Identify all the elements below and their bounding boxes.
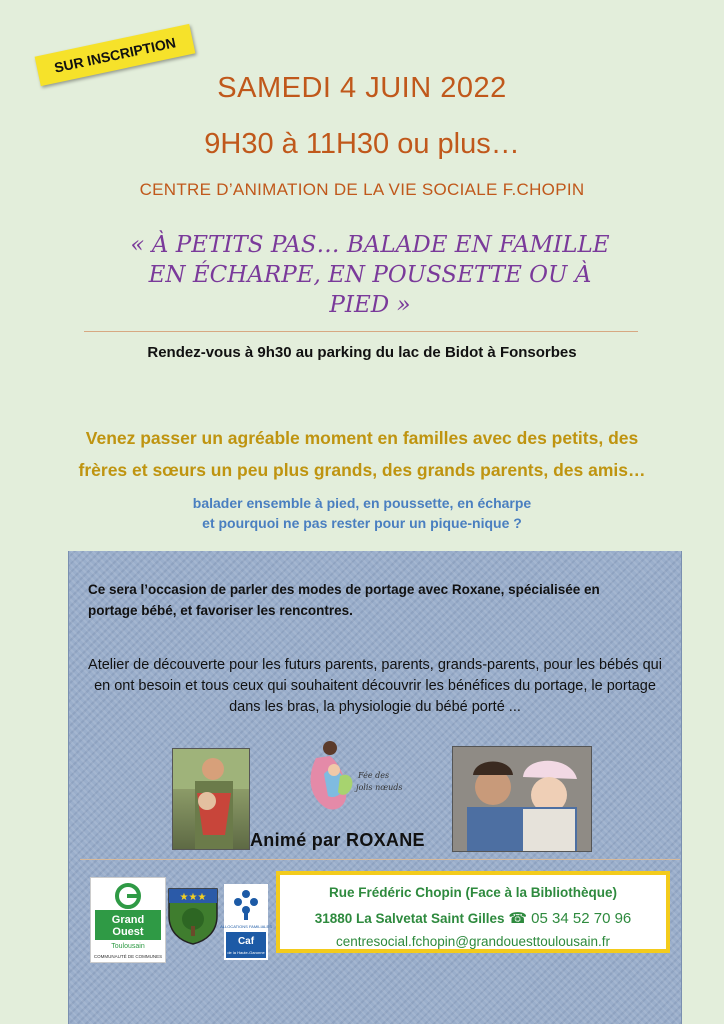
contact-address: Rue Frédéric Chopin (Face à la Bibliothèque) xyxy=(328,885,618,900)
svg-text:COMMUNAUTÉ DE COMMUNES: COMMUNAUTÉ DE COMMUNES xyxy=(93,954,163,959)
svg-text:Ouest: Ouest xyxy=(112,926,144,938)
photo-mother-baby xyxy=(452,746,592,852)
registration-badge: SUR INSCRIPTION xyxy=(35,24,196,86)
contact-phone[interactable]: ☎ 05 34 52 70 96 xyxy=(508,910,632,927)
footer-divider xyxy=(80,859,680,860)
divider xyxy=(84,331,638,332)
contact-email[interactable]: centresocial.fchopin@grandouesttoulousain.fr xyxy=(335,934,611,949)
caf-logo xyxy=(220,884,272,960)
picnic-text: et pourquoi ne pas rester pour un pique-nique ? xyxy=(202,515,522,531)
contact-city: 31880 La Salvetat Saint Gilles xyxy=(314,911,505,926)
fee-logo-text-2: jolis nœuds xyxy=(356,783,403,792)
grand-ouest-toulousain-logo xyxy=(90,877,166,963)
svg-text:Grand: Grand xyxy=(111,914,145,926)
title-line-2: EN ÉCHARPE, EN POUSSETTE OU À xyxy=(148,262,592,288)
event-date: SAMEDI 4 JUIN 2022 xyxy=(217,72,507,104)
invitation-text xyxy=(70,422,654,519)
panel-paragraph-2: Atelier de découverte pour les futurs parents, parents, grands-parents, pour les bébés qui en ont besoin et tous ceux qui souhaitent découvrir les bénéfices du portage, le portage dans les bras, la physiologie du bébé porté ... xyxy=(88,657,662,715)
title-line-1: « À PETITS PAS… BALADE EN FAMILLE xyxy=(130,232,610,258)
svg-text:Toulousain: Toulousain xyxy=(111,943,145,950)
event-time: 9H30 à 11H30 ou plus… xyxy=(204,128,520,160)
svg-text:★★★: ★★★ xyxy=(179,892,207,903)
invitation-blue: balader ensemble à pied, en poussette, en écharpe xyxy=(192,495,532,511)
contact-city-phone xyxy=(280,909,666,927)
svg-text:de la Haute-Garonne: de la Haute-Garonne xyxy=(227,950,265,955)
town-crest-icon xyxy=(166,886,220,946)
fee-des-jolis-noeuds-logo xyxy=(300,738,403,818)
contact-box xyxy=(276,871,670,953)
event-title xyxy=(100,230,640,320)
centre-name: CENTRE D’ANIMATION DE LA VIE SOCIALE F.CHOPIN xyxy=(139,180,585,199)
title-line-3: PIED » xyxy=(329,292,411,318)
photo-father-baby xyxy=(172,748,250,850)
svg-text:ALLOCATIONS FAMILIALES: ALLOCATIONS FAMILIALES xyxy=(220,924,272,929)
fee-logo-text-1: Fée des xyxy=(358,771,390,780)
meeting-point: Rendez-vous à 9h30 au parking du lac de Bidot à Fonsorbes xyxy=(147,344,577,361)
invitation-gold: Venez passer un agréable moment en familles avec des petits, des frères et sœurs un peu plus grands, des grands parents, des amis… xyxy=(78,428,646,480)
svg-text:Caf: Caf xyxy=(237,936,255,947)
animator-caption: Animé par ROXANE xyxy=(250,830,425,850)
panel-paragraph-1: Ce sera l’occasion de parler des modes de portage avec Roxane, spécialisée en portage bébé, et favoriser les rencontres. xyxy=(88,582,600,618)
